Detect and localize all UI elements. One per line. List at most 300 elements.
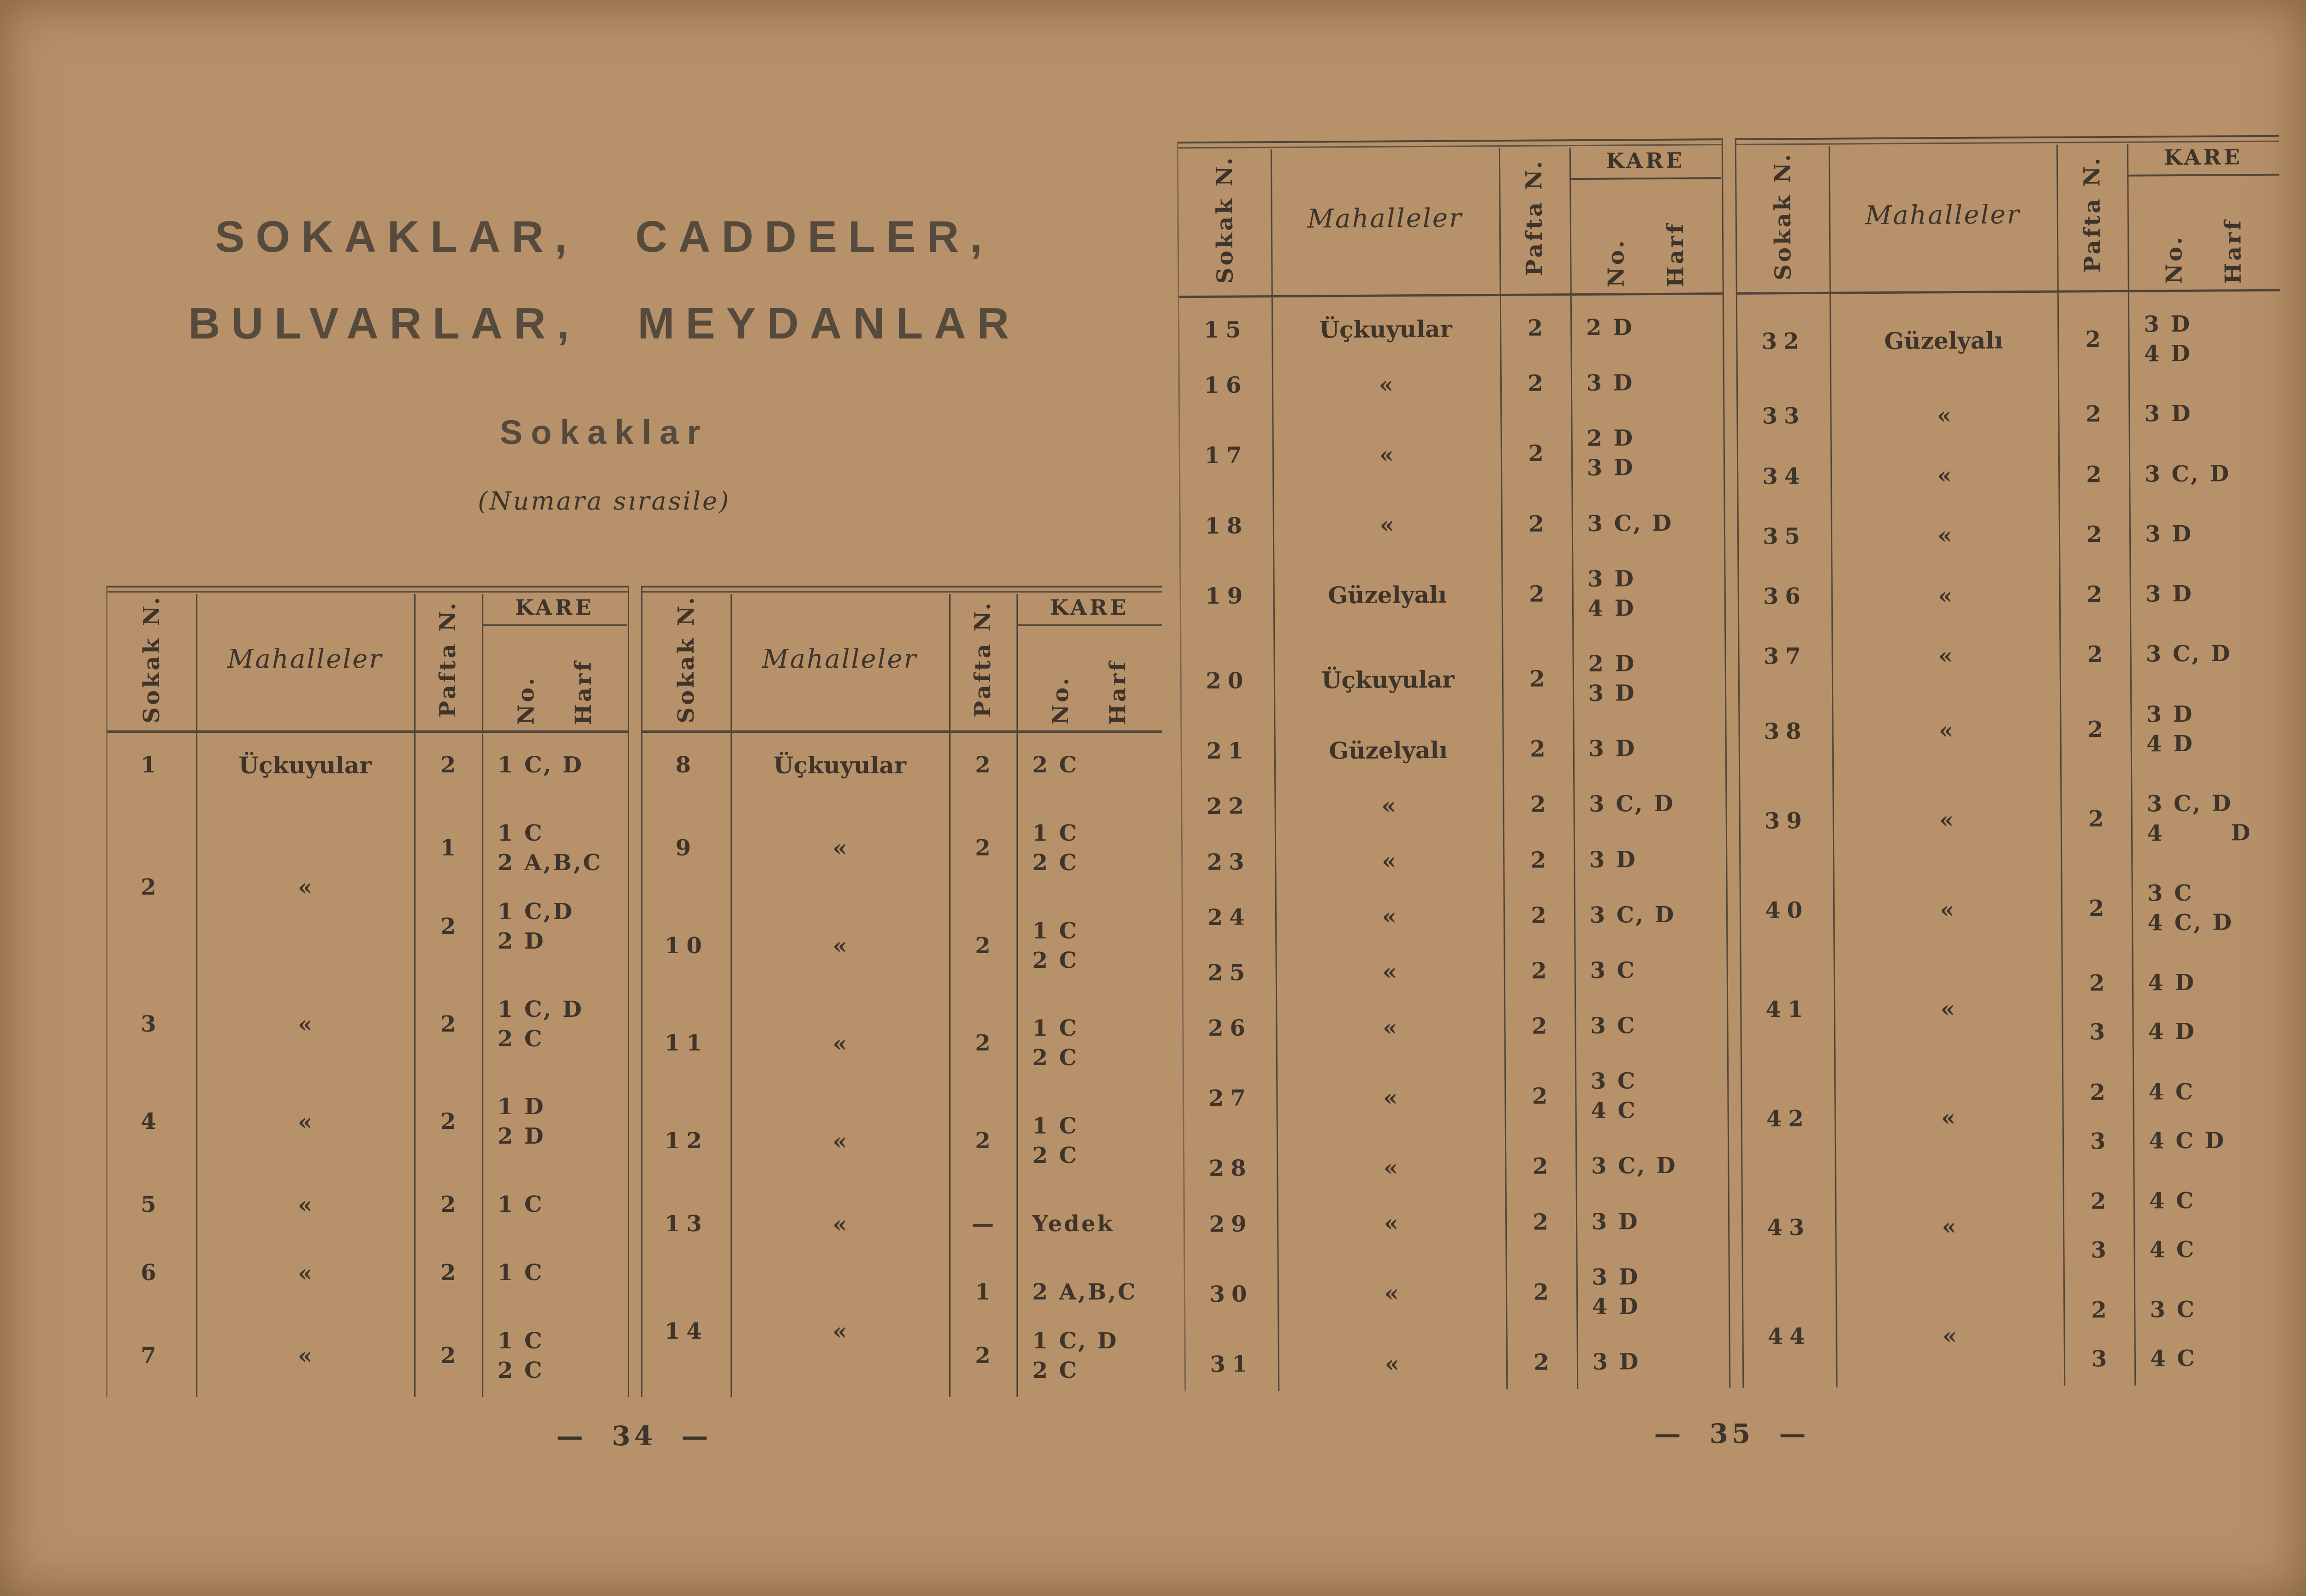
pafta-kare-cell	[1504, 955, 1726, 986]
table-row	[107, 1190, 628, 1219]
pafta-kare-entry	[2062, 1076, 2285, 1107]
kare-value	[2133, 1016, 2285, 1047]
kare-value	[1576, 1262, 1729, 1322]
street-number: 14	[664, 1318, 708, 1344]
pafta-number: 2	[2090, 1079, 2105, 1105]
table-header	[642, 587, 1163, 733]
pafta-number: 2	[440, 1109, 456, 1135]
header-kare-sub	[2127, 176, 2280, 290]
kare-line: 4 D	[1587, 595, 1636, 622]
table-column-group	[641, 586, 1163, 1397]
pafta-kare-cell	[949, 1014, 1162, 1073]
neighborhood: «	[1938, 717, 1954, 744]
table-row	[642, 1209, 1163, 1239]
pafta-kare-cell	[949, 750, 1162, 780]
neighborhood: «	[1938, 581, 1953, 609]
pafta-kare-cell	[1505, 1262, 1729, 1322]
neighborhood: «	[832, 932, 847, 960]
neighborhood: «	[832, 1029, 847, 1057]
table-row	[107, 1092, 628, 1151]
kare-line: 3 C, D	[2146, 641, 2232, 667]
header-pafta-kare	[414, 587, 627, 730]
kare-line: 4 C	[2148, 1079, 2195, 1105]
kare-line: 4 D	[2147, 819, 2253, 847]
kare-line: 4 C	[1591, 1098, 1637, 1124]
kare-line: 3 D	[1588, 736, 1637, 762]
header-mahalleler-label: Mahalleler	[1307, 203, 1463, 234]
kare-value	[482, 1190, 628, 1219]
pafta-kare-entry	[2058, 398, 2281, 429]
pafta-number: 2	[440, 1342, 456, 1369]
kare-line: 3 D	[1586, 370, 1634, 397]
kare-value	[1573, 789, 1725, 819]
neighborhood: «	[1385, 1349, 1400, 1377]
pafta-kare-cell	[1503, 789, 1725, 819]
kare-value	[1016, 1209, 1162, 1239]
pafta-kare-entry	[2061, 878, 2284, 938]
pafta-number: 2	[1532, 1153, 1548, 1180]
kare-line: 2 D	[497, 1123, 546, 1150]
kare-value	[482, 1326, 628, 1385]
kare-value	[1572, 564, 1724, 623]
table-row	[107, 1326, 628, 1385]
street-number: 3	[141, 1011, 163, 1037]
neighborhood: «	[1382, 958, 1397, 986]
pafta-kare-entry	[949, 819, 1162, 878]
kare-value	[1016, 1014, 1162, 1073]
pafta-number: 2	[440, 913, 456, 939]
header-kare-label: KARE	[1569, 140, 1722, 180]
street-number: 30	[1209, 1281, 1254, 1307]
neighborhood: «	[1379, 371, 1394, 398]
kare-value	[2134, 1294, 2286, 1325]
table-row	[1741, 967, 2285, 1049]
kare-value	[1575, 1066, 1728, 1126]
table-body	[642, 733, 1163, 1397]
pafta-kare-entry	[1501, 564, 1724, 624]
kare-line: 1 C	[1032, 820, 1079, 846]
street-number: 5	[141, 1192, 163, 1218]
header-kare	[1569, 140, 1723, 293]
kare-value	[2134, 1185, 2286, 1216]
table-row	[1182, 789, 1725, 821]
table-row	[642, 819, 1163, 878]
header-pafta	[1498, 141, 1570, 294]
column-rule	[731, 594, 732, 1397]
pafta-kare-entry	[414, 995, 627, 1054]
street-index-table-page35	[1177, 135, 2287, 1392]
kare-line: 4 D	[2148, 1019, 2196, 1045]
header-pafta-kare	[2056, 137, 2280, 291]
header-harf-label: Harf	[570, 659, 596, 725]
header-no-label: No.	[1603, 238, 1630, 288]
table-row	[1741, 878, 2284, 940]
neighborhood: «	[832, 1210, 847, 1238]
kare-line: 1 C	[1032, 1113, 1079, 1139]
table-row	[1742, 1185, 2286, 1267]
kare-line: 3 C, D	[1589, 902, 1676, 928]
pafta-kare-cell	[414, 750, 627, 780]
neighborhood: «	[1939, 806, 1954, 834]
street-number: 32	[1761, 328, 1806, 355]
kare-line: Yedek	[1032, 1211, 1115, 1237]
kare-line: 4 C, D	[2147, 909, 2234, 936]
pafta-number: 2	[440, 752, 456, 778]
page-title-line2: BULVARLAR, MEYDANLAR	[188, 299, 1020, 348]
street-number: 26	[1208, 1015, 1252, 1042]
pafta-kare-cell	[949, 916, 1162, 975]
header-kare	[1016, 587, 1162, 730]
kare-value	[482, 995, 628, 1054]
neighborhood: Güzelyalı	[1329, 736, 1448, 764]
kare-value	[2129, 458, 2281, 489]
kare-line: 3 C	[2147, 880, 2194, 907]
pafta-kare-entry	[1500, 368, 1723, 398]
pafta-kare-cell	[949, 1277, 1162, 1385]
header-mahalleler-label: Mahalleler	[227, 644, 383, 674]
kare-value	[2129, 518, 2282, 549]
header-mahalleler	[196, 587, 415, 730]
kare-value	[482, 1092, 628, 1151]
pafta-number: 2	[1533, 1279, 1549, 1305]
header-harf-label: Harf	[1105, 659, 1131, 725]
pafta-number: 2	[1531, 1013, 1547, 1039]
kare-line: 4 C	[2149, 1187, 2196, 1214]
kare-value	[1574, 955, 1726, 985]
street-number: 13	[664, 1211, 708, 1237]
neighborhood: «	[297, 1191, 313, 1218]
header-pafta-label: Pafta N.	[969, 600, 996, 718]
pafta-kare-cell	[2058, 398, 2281, 429]
header-pafta-kare	[949, 587, 1162, 730]
table-column-group	[106, 586, 629, 1397]
pafta-kare-entry	[949, 1209, 1162, 1239]
pafta-number: —	[971, 1211, 994, 1237]
kare-line: 2 D	[1587, 425, 1635, 452]
street-number: 33	[1762, 403, 1806, 429]
pafta-kare-cell	[2063, 1294, 2287, 1374]
header-sokak	[1178, 143, 1272, 296]
street-number: 29	[1209, 1210, 1253, 1237]
table-row	[1184, 1151, 1728, 1184]
pafta-kare-entry	[2062, 967, 2284, 998]
table-row	[1183, 844, 1726, 877]
neighborhood: «	[1937, 401, 1952, 429]
kare-line: 3 C, D	[1587, 510, 1674, 537]
header-kare	[482, 587, 628, 730]
pafta-kare-entry	[414, 819, 627, 878]
column-rule	[196, 594, 197, 1397]
street-number: 12	[664, 1128, 708, 1154]
kare-value	[1016, 1277, 1162, 1307]
kare-value	[1575, 1010, 1727, 1041]
kare-line: 1 C	[1032, 1015, 1079, 1042]
neighborhood: Üçkuyular	[238, 751, 372, 779]
pafta-number: 2	[1532, 1083, 1548, 1109]
street-number: 8	[675, 752, 698, 778]
pafta-kare-cell	[414, 819, 627, 956]
pafta-kare-cell	[2061, 788, 2284, 848]
pafta-kare-entry	[1504, 955, 1726, 986]
pafta-number: 2	[1527, 315, 1543, 341]
header-sokak-label: Sokak N.	[138, 594, 165, 724]
street-number: 38	[1764, 718, 1808, 745]
street-number: 39	[1764, 807, 1808, 834]
header-sokak	[1736, 140, 1829, 292]
pafta-kare-entry	[414, 1190, 627, 1219]
neighborhood: Üçkuyular	[1319, 315, 1452, 343]
pafta-kare-entry	[2059, 518, 2282, 549]
pafta-number: 1	[440, 835, 456, 861]
neighborhood: «	[832, 1127, 847, 1155]
pafta-number: 2	[2085, 326, 2101, 353]
header-kare	[2127, 137, 2280, 290]
neighborhood: «	[1942, 1213, 1956, 1240]
pafta-kare-cell	[949, 819, 1162, 878]
table-row	[1740, 788, 2283, 850]
header-mahalleler-label: Mahalleler	[762, 644, 918, 674]
kare-value	[1571, 368, 1723, 398]
table-body	[1737, 291, 2287, 1388]
header-sokak-label: Sokak N.	[1212, 155, 1238, 284]
kare-line: 1 C,D	[497, 898, 574, 925]
header-kare-sub	[1569, 179, 1722, 293]
pafta-kare-entry	[2057, 309, 2281, 369]
kare-value	[1016, 819, 1162, 878]
pafta-kare-entry	[2060, 639, 2282, 670]
pafta-number: 2	[2086, 401, 2102, 427]
header-kare-label: KARE	[1016, 587, 1162, 626]
neighborhood: «	[1381, 792, 1396, 819]
table-row	[642, 1014, 1163, 1073]
table-row	[1181, 564, 1724, 626]
kare-line: 3 C	[1590, 1068, 1637, 1095]
pafta-number: 2	[975, 752, 991, 778]
pafta-kare-entry	[1503, 789, 1725, 819]
street-number: 42	[1766, 1105, 1810, 1132]
kare-line: 2 C	[1032, 1143, 1079, 1169]
table-row	[1183, 955, 1727, 988]
pafta-number: 2	[975, 835, 991, 861]
pafta-number: 2	[440, 1011, 456, 1037]
header-kare-sub	[1016, 626, 1162, 730]
column-rule	[414, 594, 416, 1397]
kare-line: 3 D	[2145, 581, 2193, 607]
table-row	[1738, 398, 2281, 431]
kare-line: 1 C	[497, 1328, 544, 1354]
pafta-number: 2	[440, 1192, 456, 1218]
table-row	[1185, 1206, 1728, 1239]
kare-line: 1 C	[497, 1260, 544, 1286]
kare-line: 3 D	[1588, 680, 1636, 706]
pafta-kare-entry	[949, 750, 1162, 780]
kare-value	[2130, 579, 2282, 609]
neighborhood: «	[1384, 1209, 1399, 1237]
pafta-kare-entry	[1505, 1206, 1728, 1237]
kare-line: 2 C	[1032, 1357, 1079, 1383]
pafta-kare-cell	[1501, 508, 1724, 539]
table-row	[1739, 579, 2282, 611]
pafta-kare-cell	[2060, 639, 2282, 670]
pafta-kare-cell	[414, 1092, 627, 1151]
kare-value	[1576, 1206, 1728, 1237]
header-sokak	[107, 587, 196, 730]
pafta-kare-entry	[414, 1092, 627, 1151]
pafta-number: 2	[1528, 440, 1544, 467]
kare-line: 1 C	[1032, 918, 1079, 944]
kare-line: 2 C	[1032, 1045, 1079, 1071]
neighborhood: «	[1383, 1014, 1397, 1041]
kare-line: 3 D	[2146, 701, 2194, 728]
pafta-kare-cell	[1501, 564, 1724, 624]
pafta-number: 2	[1533, 1209, 1549, 1235]
header-kare-label: KARE	[482, 587, 628, 626]
kare-line: 3 C	[2150, 1296, 2196, 1323]
neighborhood: «	[297, 1108, 313, 1135]
table-body	[107, 733, 628, 1397]
column-rule	[482, 594, 483, 1397]
kare-value	[2133, 1076, 2285, 1107]
street-number: 7	[141, 1342, 163, 1369]
street-number: 28	[1208, 1155, 1253, 1182]
street-number: 40	[1765, 897, 1809, 924]
pafta-kare-entry	[2059, 579, 2282, 610]
table-row	[1183, 1010, 1727, 1043]
column-rule	[949, 594, 951, 1397]
neighborhood: «	[1382, 902, 1397, 930]
pafta-number: 2	[2090, 1188, 2106, 1215]
pafta-kare-cell	[2063, 1185, 2286, 1265]
header-sokak	[642, 587, 731, 730]
street-number: 1	[141, 752, 163, 778]
kare-value	[2130, 699, 2283, 759]
street-number: 41	[1765, 997, 1810, 1023]
street-number: 18	[1205, 512, 1249, 539]
header-pafta-label: Pafta N.	[2079, 155, 2106, 273]
kare-line: 4 C	[2150, 1345, 2197, 1372]
street-number: 27	[1208, 1085, 1253, 1112]
table-row	[1180, 423, 1724, 485]
pafta-kare-entry	[2063, 1294, 2286, 1325]
kare-line: 3 C	[1590, 1013, 1637, 1039]
neighborhood: «	[297, 873, 313, 901]
header-sokak-label: Sokak N.	[1769, 151, 1796, 280]
pafta-number: 3	[2090, 1128, 2106, 1154]
kare-line: 4 D	[2148, 970, 2196, 996]
kare-line: 3 C, D	[2145, 460, 2231, 487]
table-header	[107, 587, 628, 733]
page-title	[83, 194, 1125, 367]
pafta-kare-entry	[1502, 733, 1725, 764]
pafta-kare-cell	[1505, 1206, 1728, 1237]
pafta-kare-cell	[1500, 312, 1723, 343]
header-kare-label: KARE	[2127, 137, 2279, 177]
page-number-34: — 34 —	[556, 1420, 712, 1452]
pafta-number: 2	[2087, 641, 2103, 668]
street-number: 24	[1207, 904, 1251, 931]
table-row	[1739, 639, 2282, 671]
header-harf-label: Harf	[1662, 221, 1689, 287]
pafta-kare-cell	[414, 1190, 627, 1219]
kare-line: 2 C	[497, 1026, 544, 1052]
kare-value	[2132, 967, 2284, 998]
column-rule	[1016, 594, 1018, 1397]
neighborhood: Güzelyalı	[1328, 581, 1447, 609]
pafta-kare-cell	[414, 995, 627, 1054]
pafta-kare-entry	[2062, 1125, 2285, 1156]
kare-value	[2132, 878, 2284, 938]
kare-line: 3 D	[2144, 401, 2193, 427]
kare-line: 3 D	[1589, 846, 1637, 873]
pafta-kare-cell	[1506, 1347, 1729, 1377]
table-row	[642, 1277, 1163, 1385]
kare-line: 2 D	[1586, 314, 1634, 341]
pafta-kare-entry	[2061, 788, 2284, 848]
kare-value	[2134, 1234, 2286, 1264]
street-number: 25	[1207, 960, 1252, 986]
neighborhood: «	[1383, 1154, 1398, 1181]
pafta-number: 2	[975, 1030, 991, 1056]
header-pafta	[949, 587, 1017, 730]
pafta-number: 2	[2086, 521, 2102, 548]
kare-value	[482, 1258, 628, 1287]
kare-value	[1576, 1347, 1729, 1377]
kare-line: 2 D	[497, 928, 546, 954]
neighborhood: «	[1379, 441, 1394, 469]
pafta-number: 2	[2087, 716, 2104, 742]
table-row	[107, 1258, 628, 1287]
pafta-number: 2	[1531, 958, 1547, 984]
kare-value	[2130, 639, 2282, 669]
header-mahalleler	[1271, 142, 1500, 295]
kare-value	[2133, 1125, 2285, 1156]
pafta-kare-cell	[1500, 368, 1723, 398]
kare-value	[1574, 844, 1726, 875]
street-number: 22	[1206, 793, 1251, 820]
pafta-kare-entry	[949, 1014, 1162, 1073]
header-mahalleler	[731, 587, 949, 730]
kare-value	[1574, 900, 1726, 930]
pafta-number: 2	[2088, 896, 2104, 922]
pafta-kare-cell	[414, 1258, 627, 1287]
pafta-kare-entry	[949, 1326, 1162, 1385]
table-row	[1185, 1262, 1729, 1324]
pafta-kare-entry	[949, 1111, 1162, 1170]
page-number-35: — 35 —	[1654, 1418, 1810, 1449]
kare-value	[1572, 648, 1725, 708]
pafta-kare-entry	[949, 1277, 1162, 1307]
pafta-number: 2	[1529, 581, 1545, 607]
neighborhood: «	[1940, 995, 1955, 1022]
kare-line: 1 C, D	[497, 996, 584, 1022]
kare-value	[1016, 1111, 1162, 1170]
kare-line: 2 C	[1032, 849, 1079, 876]
street-number: 6	[141, 1260, 163, 1286]
neighborhood: «	[1381, 847, 1397, 875]
pafta-kare-entry	[1500, 312, 1723, 343]
kare-line: 3 D	[1592, 1264, 1640, 1290]
street-index-table-page34	[106, 586, 1162, 1397]
table-row	[1740, 699, 2283, 761]
header-sokak-label: Sokak N.	[673, 594, 700, 724]
street-number: 35	[1763, 523, 1807, 550]
header-mahalleler-label: Mahalleler	[1865, 199, 2021, 231]
table-row	[1179, 312, 1723, 345]
pafta-kare-entry	[1504, 1010, 1727, 1041]
neighborhood: «	[832, 1317, 847, 1345]
kare-line: 3 C, D	[1589, 791, 1675, 818]
header-kare-sub	[482, 626, 628, 730]
